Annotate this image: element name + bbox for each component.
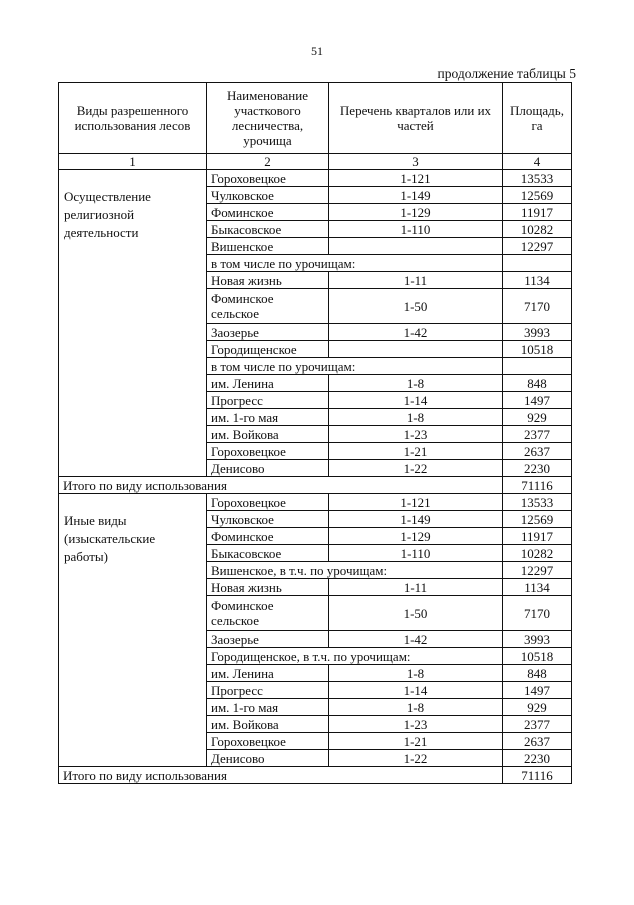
area-cell: 848	[503, 375, 572, 392]
area-cell: 10518	[503, 341, 572, 358]
column-number: 4	[503, 154, 572, 170]
column-number: 1	[59, 154, 207, 170]
quarters-cell: 1-110	[329, 545, 503, 562]
forestry-name-cell: Гороховецкое	[207, 170, 329, 187]
area-cell: 12297	[503, 238, 572, 255]
area-cell: 2637	[503, 443, 572, 460]
quarters-cell	[329, 341, 503, 358]
area-cell: 2230	[503, 750, 572, 767]
total-row	[59, 767, 572, 784]
header-area: Площадь, га	[503, 83, 572, 154]
quarters-cell: 1-11	[329, 272, 503, 289]
area-cell: 12569	[503, 511, 572, 528]
area-cell: 1497	[503, 392, 572, 409]
forestry-name-cell: Прогресс	[207, 392, 329, 409]
area-cell: 13533	[503, 170, 572, 187]
forestry-name-cell: Чулковское	[207, 187, 329, 204]
area-cell	[503, 358, 572, 375]
forestry-name-cell: Новая жизнь	[207, 272, 329, 289]
area-cell: 1134	[503, 272, 572, 289]
forestry-name-cell: Городищенское	[207, 341, 329, 358]
forestry-name-cell: им. Ленина	[207, 665, 329, 682]
forestry-name-cell: Заозерье	[207, 631, 329, 648]
table-row	[59, 494, 572, 511]
area-cell	[503, 255, 572, 272]
quarters-cell: 1-21	[329, 443, 503, 460]
quarters-cell: 1-11	[329, 579, 503, 596]
forestry-name-cell: им. 1-го мая	[207, 409, 329, 426]
area-cell: 12569	[503, 187, 572, 204]
header-forestry-name: Наименование участкового лесничества, урочища	[207, 83, 329, 154]
column-number: 2	[207, 154, 329, 170]
forestry-name-cell: Новая жизнь	[207, 579, 329, 596]
forestry-name-cell: им. Войкова	[207, 716, 329, 733]
quarters-cell: 1-8	[329, 665, 503, 682]
forestry-name-cell: Гороховецкое	[207, 733, 329, 750]
total-area: 71116	[503, 767, 572, 784]
area-cell: 13533	[503, 494, 572, 511]
page-number: 51	[311, 44, 323, 58]
subgroup-label-cell: Городищенское, в т.ч. по урочищам:	[207, 648, 503, 665]
forestry-name-cell: Денисово	[207, 460, 329, 477]
quarters-cell: 1-149	[329, 187, 503, 204]
quarters-cell: 1-8	[329, 699, 503, 716]
area-cell: 848	[503, 665, 572, 682]
column-numbers-row	[59, 154, 572, 170]
area-cell: 11917	[503, 528, 572, 545]
quarters-cell: 1-22	[329, 750, 503, 767]
forestry-name-cell: Вишенское	[207, 238, 329, 255]
forestry-name-cell: Гороховецкое	[207, 443, 329, 460]
quarters-cell: 1-23	[329, 716, 503, 733]
quarters-cell: 1-129	[329, 204, 503, 221]
forestry-name-cell: Чулковское	[207, 511, 329, 528]
quarters-cell: 1-42	[329, 631, 503, 648]
forestry-name-cell: Заозерье	[207, 324, 329, 341]
area-cell: 2637	[503, 733, 572, 750]
total-row	[59, 477, 572, 494]
area-cell: 10518	[503, 648, 572, 665]
forest-use-table	[58, 82, 572, 784]
area-cell: 1497	[503, 682, 572, 699]
quarters-cell: 1-50	[329, 596, 503, 631]
subgroup-label-cell: в том числе по урочищам:	[207, 358, 503, 375]
subgroup-label-cell: в том числе по урочищам:	[207, 255, 503, 272]
forestry-name-cell: Прогресс	[207, 682, 329, 699]
quarters-cell: 1-21	[329, 733, 503, 750]
quarters-cell: 1-149	[329, 511, 503, 528]
forestry-name-cell: Фоминское сельское	[207, 289, 329, 324]
total-area: 71116	[503, 477, 572, 494]
area-cell: 10282	[503, 545, 572, 562]
forestry-name-cell: им. Войкова	[207, 426, 329, 443]
continuation-label: продолжение таблицы 5	[437, 66, 576, 81]
use-type-cell: Иные виды (изыскательские работы)	[59, 494, 207, 767]
header-use-type: Виды разрешенного использования лесов	[59, 83, 207, 154]
area-cell: 11917	[503, 204, 572, 221]
forestry-name-cell: Фоминское	[207, 204, 329, 221]
forestry-name-cell: Денисово	[207, 750, 329, 767]
area-cell: 7170	[503, 289, 572, 324]
area-cell: 3993	[503, 631, 572, 648]
quarters-cell: 1-22	[329, 460, 503, 477]
quarters-cell: 1-8	[329, 375, 503, 392]
quarters-cell: 1-110	[329, 221, 503, 238]
table-row	[59, 170, 572, 187]
forestry-name-cell: Фоминское сельское	[207, 596, 329, 631]
area-cell: 3993	[503, 324, 572, 341]
area-cell: 929	[503, 699, 572, 716]
forestry-name-cell: им. 1-го мая	[207, 699, 329, 716]
quarters-cell: 1-14	[329, 392, 503, 409]
quarters-cell: 1-129	[329, 528, 503, 545]
area-cell: 10282	[503, 221, 572, 238]
area-cell: 2230	[503, 460, 572, 477]
subgroup-label-cell: Вишенское, в т.ч. по урочищам:	[207, 562, 503, 579]
quarters-cell: 1-42	[329, 324, 503, 341]
total-label: Итого по виду использования	[59, 477, 503, 494]
forestry-name-cell: Гороховецкое	[207, 494, 329, 511]
column-number: 3	[329, 154, 503, 170]
header-row	[59, 83, 572, 154]
forestry-name-cell: им. Ленина	[207, 375, 329, 392]
area-cell: 2377	[503, 716, 572, 733]
quarters-cell: 1-121	[329, 494, 503, 511]
forestry-name-cell: Фоминское	[207, 528, 329, 545]
quarters-cell: 1-14	[329, 682, 503, 699]
area-cell: 1134	[503, 579, 572, 596]
header-quarters-list: Перечень кварталов или их частей	[329, 83, 503, 154]
area-cell: 2377	[503, 426, 572, 443]
area-cell: 7170	[503, 596, 572, 631]
quarters-cell: 1-8	[329, 409, 503, 426]
quarters-cell: 1-50	[329, 289, 503, 324]
quarters-cell: 1-121	[329, 170, 503, 187]
quarters-cell	[329, 238, 503, 255]
quarters-cell: 1-23	[329, 426, 503, 443]
use-type-cell: Осуществление религиозной деятельности	[59, 170, 207, 477]
area-cell: 929	[503, 409, 572, 426]
area-cell: 12297	[503, 562, 572, 579]
forestry-name-cell: Быкасовское	[207, 545, 329, 562]
table-body	[59, 170, 572, 784]
forestry-name-cell: Быкасовское	[207, 221, 329, 238]
total-label: Итого по виду использования	[59, 767, 503, 784]
